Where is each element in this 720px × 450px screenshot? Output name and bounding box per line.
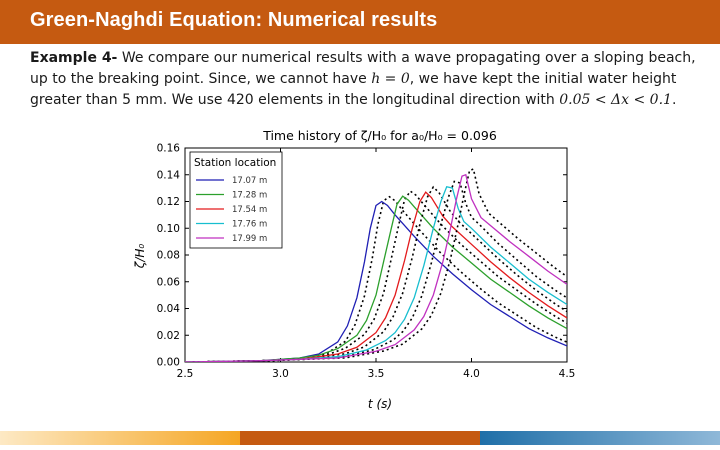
legend-label: 17.99 m bbox=[232, 234, 268, 244]
y-tick-label: 0.10 bbox=[156, 222, 180, 235]
slide-body-text bbox=[30, 48, 700, 111]
x-tick-label: 3.5 bbox=[367, 368, 385, 380]
x-tick-label: 4.0 bbox=[463, 368, 480, 380]
slide-title: Green-Naghdi Equation: Numerical results bbox=[30, 9, 438, 31]
footer-color-bar bbox=[0, 431, 720, 445]
slide-header bbox=[0, 0, 720, 44]
y-tick-label: 0.14 bbox=[156, 169, 180, 182]
body-text-part1: We compare our numerical results with a wave propagating over a sloping beach, up to the breaking point. Since, we cannot have bbox=[30, 50, 696, 87]
footer-segment bbox=[240, 431, 480, 445]
x-tick-label: 4.5 bbox=[558, 368, 576, 380]
footer-segment bbox=[0, 431, 240, 445]
chart-xlabel: t (s) bbox=[367, 397, 393, 411]
time-history-chart bbox=[130, 124, 580, 414]
legend-label: 17.54 m bbox=[232, 205, 268, 215]
legend-title: Station location bbox=[194, 157, 277, 169]
y-tick-label: 0.02 bbox=[156, 329, 180, 342]
y-tick-label: 0.00 bbox=[156, 356, 180, 369]
y-tick-label: 0.16 bbox=[156, 142, 180, 155]
y-tick-label: 0.12 bbox=[156, 196, 180, 208]
x-tick-label: 3.0 bbox=[272, 368, 289, 380]
legend-label: 17.76 m bbox=[232, 219, 268, 230]
body-text-part2: , we have kept the initial water height greater than 5 mm. We use 420 elements in the longitudinal direction with bbox=[30, 71, 677, 108]
math-dx: 0.05 < Δx < 0.1 bbox=[559, 92, 672, 108]
chart-figure bbox=[130, 124, 580, 418]
body-text-part3: . bbox=[671, 92, 677, 108]
example-label: Example 4- bbox=[30, 50, 118, 66]
y-tick-label: 0.04 bbox=[156, 303, 180, 315]
y-tick-label: 0.08 bbox=[156, 249, 180, 262]
legend-label: 17.28 m bbox=[232, 190, 268, 201]
chart-title: Time history of ζ/H₀ for a₀/H₀ = 0.096 bbox=[263, 128, 497, 143]
legend-label: 17.07 m bbox=[232, 176, 268, 186]
chart-legend bbox=[190, 152, 282, 248]
math-h0: h = 0 bbox=[371, 71, 410, 87]
chart-ylabel: ζ/H₀ bbox=[133, 243, 147, 269]
x-tick-label: 2.5 bbox=[176, 368, 194, 380]
footer-segment bbox=[480, 431, 720, 445]
y-tick-label: 0.06 bbox=[156, 276, 180, 289]
